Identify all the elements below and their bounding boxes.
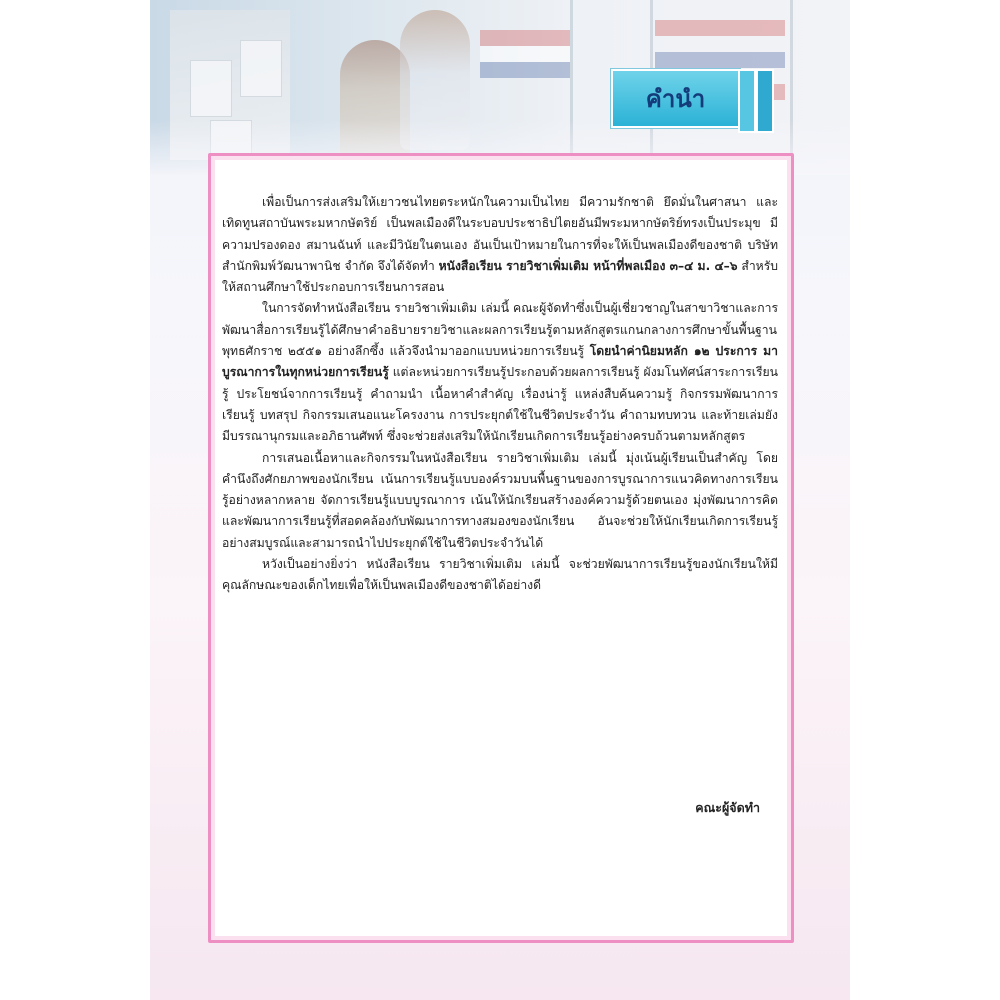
preface-paragraph: [222, 192, 778, 298]
paragraph-text: แต่ละหน่วยการเรียนรู้ประกอบด้วยผลการเรียนรู้ ผังมโนทัศน์สาระการเรียนรู้ ประโยชน์จากการเรียนรู้ คำถามนำ เนื้อหาคำสำคัญ เรื่องน่ารู้ แหล่งสืบค้นความรู้ กิจกรรมพัฒนาการเรียนรู้ บทสรุป กิจกรรมเสนอแนะโครงงาน การประยุกต์ใช้ในชีวิตประจำวัน คำถามทบทวน และท้ายเล่มยังมีบรรณานุกรมและอภิธานศัพท์ ซึ่งจะช่วยส่งเสริมให้นักเรียนเกิดการเรียนรู้อย่างครบถ้วนตามหลักสูตร: [222, 365, 778, 444]
bold-text: โดยนำค่านิยมหลัก ๑๒ ประการ มาบูรณาการในทุกหน่วยการเรียนรู้: [222, 344, 778, 380]
title-accent-bar: [738, 69, 756, 133]
paragraph-text: สำหรับให้สถานศึกษาใช้ประกอบการเรียนการสอน: [222, 258, 778, 295]
paragraph-text: เพื่อเป็นการส่งเสริมให้เยาวชนไทยตระหนักในความเป็นไทย มีความรักชาติ ยึดมั่นในศาสนา และเทิดทูนสถาบันพระมหากษัตริย์ เป็นพลเมืองดีในระบอบประชาธิปไตยอันมีพระมหากษัตริย์ทรงเป็นประมุข มีความปรองดอง สมานฉันท์ และมีวินัยในตนเอง อันเป็นเป้าหมายในการที่จะให้เป็นพลเมืองดีของชาติ บริษัท สำนักพิมพ์วัฒนาพานิช จำกัด จึงได้จัดทำ: [222, 195, 778, 273]
board-paper: [240, 40, 282, 97]
flag-stripe: [480, 30, 570, 46]
preface-paragraph: [222, 554, 778, 597]
board-paper: [190, 60, 232, 117]
paragraph-text: หวังเป็นอย่างยิ่งว่า หนังสือเรียน รายวิชาเพิ่มเติม เล่มนี้ จะช่วยพัฒนาการเรียนรู้ของนักเรียนให้มีคุณลักษณะของเด็กไทยเพื่อให้เป็นพลเมืองดีของชาติได้อย่างดี: [222, 557, 778, 593]
preface-paragraph: [222, 298, 778, 447]
flag-stripe: [655, 52, 785, 68]
flag-stripe: [480, 46, 570, 62]
paragraph-text: การเสนอเนื้อหาและกิจกรรมในหนังสือเรียน รายวิชาเพิ่มเติม เล่มนี้ มุ่งเน้นผู้เรียนเป็นสำคัญ โดยคำนึงถึงศักยภาพของนักเรียน เน้นการเรียนรู้แบบองค์รวมบนพื้นฐานของการบูรณาการแนวคิดทางการเรียนรู้อย่างหลากหลาย จัดการเรียนรู้แบบบูรณาการ เน้นให้นักเรียนสร้างองค์ความรู้ด้วยตนเอง มุ่งพัฒนาการคิด และพัฒนาการเรียนรู้ที่สอดคล้องกับพัฒนาการทางสมองของนักเรียน อันจะช่วยให้นักเรียนเกิดการเรียนรู้อย่างสมบูรณ์และสามารถนำไปประยุกต์ใช้ในชีวิตประจำวันได้: [222, 450, 778, 550]
signature: คณะผู้จัดทำ: [695, 800, 760, 815]
preface-paragraph: [222, 448, 778, 554]
preface-body: [222, 192, 778, 597]
paragraph-text: ในการจัดทำหนังสือเรียน รายวิชาเพิ่มเติม เล่มนี้ คณะผู้จัดทำซึ่งเป็นผู้เชี่ยวชาญในสาขาวิชาและการพัฒนาสื่อการเรียนรู้ได้ศึกษาคำอธิบายรายวิชาและผลการเรียนรู้ตามหลักสูตรแกนกลางการศึกษาขั้นพื้นฐาน พุทธศักราช ๒๕๕๑ อย่างลึกซึ้ง แล้วจึงนำมาออกแบบหน่วยการเรียนรู้: [222, 301, 778, 359]
flag-stripe: [655, 20, 785, 36]
page-title: คำนำ: [645, 85, 706, 113]
flag-stripe: [480, 62, 570, 78]
bold-text: หนังสือเรียน รายวิชาเพิ่มเติม หน้าที่พลเมือง ๓–๔ ม. ๔–๖: [438, 258, 738, 273]
title-accent-bar: [756, 69, 774, 133]
title-box: [611, 69, 740, 128]
